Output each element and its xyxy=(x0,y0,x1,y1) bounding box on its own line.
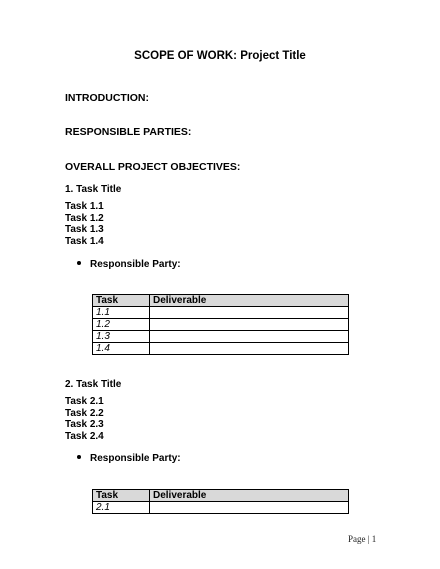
list-item: Task 2.3 xyxy=(65,419,104,430)
responsible-party-label: Responsible Party: xyxy=(90,453,181,464)
heading-responsible-parties: RESPONSIBLE PARTIES: xyxy=(65,126,192,138)
table-cell-deliverable xyxy=(150,307,349,319)
table-cell-deliverable xyxy=(150,319,349,331)
table-cell-deliverable xyxy=(150,331,349,343)
responsible-party-label: Responsible Party: xyxy=(90,259,181,270)
table-cell-task: 1.2 xyxy=(93,319,150,331)
table-row xyxy=(93,502,349,514)
table-header-deliverable: Deliverable xyxy=(150,295,349,307)
table-header-row xyxy=(93,295,349,307)
table-row xyxy=(93,343,349,355)
list-item: Task 1.1 xyxy=(65,201,104,212)
table-cell-task: 1.4 xyxy=(93,343,150,355)
heading-introduction: INTRODUCTION: xyxy=(65,92,149,104)
table-cell-deliverable xyxy=(150,502,349,514)
bullet-icon xyxy=(77,261,81,265)
table-header-row xyxy=(93,490,349,502)
section-2-table xyxy=(92,489,349,514)
document-title: SCOPE OF WORK: Project Title xyxy=(134,50,306,62)
list-item: Task 1.4 xyxy=(65,235,104,247)
section-1-title: 1. Task Title xyxy=(65,184,122,195)
list-item: Task 1.3 xyxy=(65,224,104,235)
table-row xyxy=(93,307,349,319)
list-item: Task 2.1 xyxy=(65,396,104,407)
section-1-responsible-party xyxy=(77,259,181,270)
section-2-task-list xyxy=(65,396,104,442)
table-cell-task: 2.1 xyxy=(93,502,150,514)
table-header-deliverable: Deliverable xyxy=(150,490,349,502)
section-2-title: 2. Task Title xyxy=(65,379,122,390)
section-1-table xyxy=(92,294,349,355)
list-item: Task 2.2 xyxy=(65,407,104,419)
table-header-task: Task xyxy=(93,295,150,307)
table-row xyxy=(93,319,349,331)
bullet-icon xyxy=(77,455,81,459)
table-header-task: Task xyxy=(93,490,150,502)
page-number: Page | 1 xyxy=(348,534,377,544)
list-item: Task 2.4 xyxy=(65,430,104,442)
table-cell-task: 1.3 xyxy=(93,331,150,343)
heading-objectives: OVERALL PROJECT OBJECTIVES: xyxy=(65,161,241,173)
list-item: Task 1.2 xyxy=(65,212,104,224)
section-1-task-list xyxy=(65,201,104,247)
section-2-responsible-party xyxy=(77,453,181,464)
table-cell-task: 1.1 xyxy=(93,307,150,319)
table-row xyxy=(93,331,349,343)
table-cell-deliverable xyxy=(150,343,349,355)
